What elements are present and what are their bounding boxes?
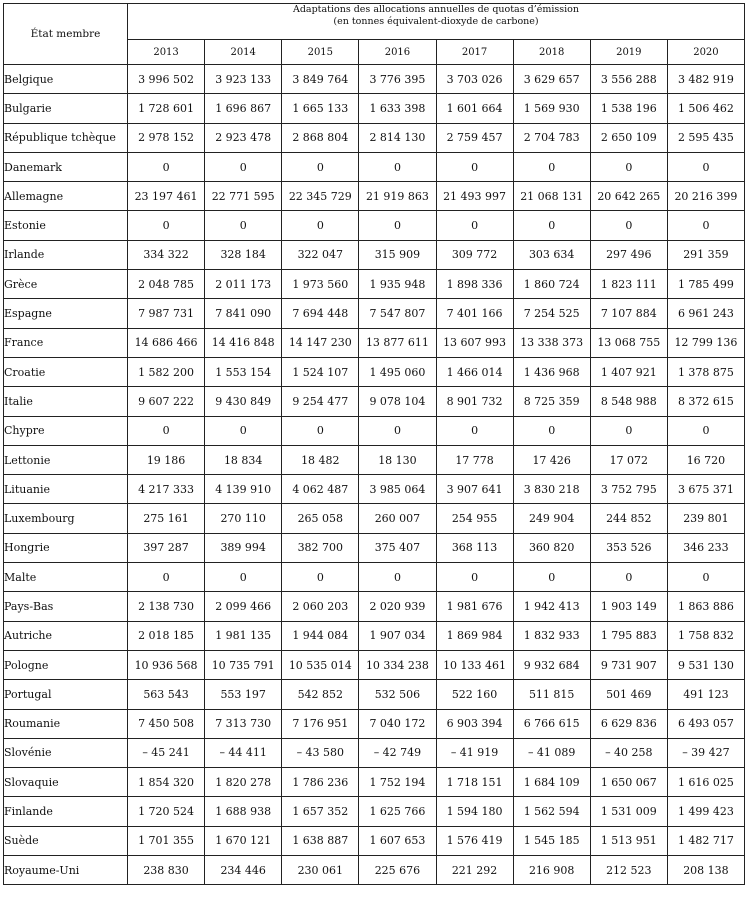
allocation-value-cell: 3 629 657 — [513, 65, 590, 94]
allocation-value-cell: 230 061 — [282, 856, 359, 885]
member-state-cell: Espagne — [4, 299, 128, 328]
member-state-cell: Luxembourg — [4, 504, 128, 533]
allocation-value-cell: 1 903 149 — [590, 592, 667, 621]
allocation-value-cell: 1 786 236 — [282, 768, 359, 797]
allocation-value-cell: 2 759 457 — [436, 123, 513, 152]
allocation-value-cell: 14 686 466 — [128, 328, 205, 357]
allocation-value-cell: 17 426 — [513, 445, 590, 474]
table-row — [4, 650, 745, 679]
table-row — [4, 680, 745, 709]
allocation-value-cell: 522 160 — [436, 680, 513, 709]
allocation-value-cell: 1 506 462 — [667, 94, 744, 123]
allocation-value-cell: 8 725 359 — [513, 387, 590, 416]
allocation-value-cell: 0 — [590, 563, 667, 592]
allocation-value-cell: 1 823 111 — [590, 270, 667, 299]
allocation-value-cell: 397 287 — [128, 533, 205, 562]
table-row — [4, 416, 745, 445]
member-state-cell: Italie — [4, 387, 128, 416]
year-header: 2019 — [590, 40, 667, 65]
allocation-value-cell: 375 407 — [359, 533, 436, 562]
allocation-value-cell: 4 062 487 — [282, 475, 359, 504]
allocation-value-cell: 10 334 238 — [359, 650, 436, 679]
table-row — [4, 387, 745, 416]
member-state-cell: Pologne — [4, 650, 128, 679]
allocation-value-cell: 0 — [282, 563, 359, 592]
allocation-value-cell: 328 184 — [205, 240, 282, 269]
allocation-value-cell: 212 523 — [590, 856, 667, 885]
allocation-value-cell: 360 820 — [513, 533, 590, 562]
allocation-value-cell: 1 684 109 — [513, 768, 590, 797]
year-header: 2020 — [667, 40, 744, 65]
allocation-value-cell: 238 830 — [128, 856, 205, 885]
allocation-value-cell: 239 801 — [667, 504, 744, 533]
allocation-value-cell: 2 650 109 — [590, 123, 667, 152]
allocation-value-cell: 2 978 152 — [128, 123, 205, 152]
table-row — [4, 445, 745, 474]
member-state-cell: Croatie — [4, 357, 128, 386]
allocation-value-cell: 1 944 084 — [282, 621, 359, 650]
allocation-value-cell: 0 — [282, 152, 359, 181]
emission-allocations-table — [3, 3, 745, 885]
allocation-value-cell: 542 852 — [282, 680, 359, 709]
member-state-cell: Pays-Bas — [4, 592, 128, 621]
allocation-value-cell: 3 985 064 — [359, 475, 436, 504]
member-state-cell: Chypre — [4, 416, 128, 445]
allocation-value-cell: 1 378 875 — [667, 357, 744, 386]
table-row — [4, 123, 745, 152]
allocation-value-cell: 10 735 791 — [205, 650, 282, 679]
allocation-value-cell: 1 601 664 — [436, 94, 513, 123]
allocation-value-cell: 0 — [667, 152, 744, 181]
allocation-value-cell: 368 113 — [436, 533, 513, 562]
member-state-cell: Bulgarie — [4, 94, 128, 123]
allocation-value-cell: 297 496 — [590, 240, 667, 269]
allocation-value-cell: 346 233 — [667, 533, 744, 562]
allocation-value-cell: 6 493 057 — [667, 709, 744, 738]
table-row — [4, 621, 745, 650]
allocation-value-cell: 1 650 067 — [590, 768, 667, 797]
year-header: 2013 — [128, 40, 205, 65]
allocation-value-cell: 563 543 — [128, 680, 205, 709]
table-row — [4, 856, 745, 885]
allocation-value-cell: 23 197 461 — [128, 182, 205, 211]
allocation-value-cell: 511 815 — [513, 680, 590, 709]
member-state-cell: Finlande — [4, 797, 128, 826]
allocation-value-cell: 265 058 — [282, 504, 359, 533]
member-state-cell: Hongrie — [4, 533, 128, 562]
allocation-value-cell: 2 704 783 — [513, 123, 590, 152]
allocation-value-cell: 334 322 — [128, 240, 205, 269]
year-header: 2017 — [436, 40, 513, 65]
allocation-value-cell: 382 700 — [282, 533, 359, 562]
allocation-value-cell: 2 020 939 — [359, 592, 436, 621]
allocation-value-cell: 1 860 724 — [513, 270, 590, 299]
member-state-cell: Malte — [4, 563, 128, 592]
allocation-value-cell: 1 482 717 — [667, 826, 744, 855]
allocation-value-cell: 275 161 — [128, 504, 205, 533]
allocation-value-cell: 22 345 729 — [282, 182, 359, 211]
allocation-value-cell: 2 595 435 — [667, 123, 744, 152]
allocation-value-cell: 532 506 — [359, 680, 436, 709]
allocation-value-cell: 9 731 907 — [590, 650, 667, 679]
allocation-value-cell: 18 130 — [359, 445, 436, 474]
allocation-value-cell: 2 048 785 — [128, 270, 205, 299]
allocation-value-cell: 0 — [128, 211, 205, 240]
allocation-value-cell: 7 547 807 — [359, 299, 436, 328]
table-row — [4, 270, 745, 299]
allocation-value-cell: 9 254 477 — [282, 387, 359, 416]
allocation-value-cell: 1 524 107 — [282, 357, 359, 386]
allocation-value-cell: 0 — [590, 152, 667, 181]
allocation-value-cell: 553 197 — [205, 680, 282, 709]
allocation-value-cell: 1 562 594 — [513, 797, 590, 826]
table-row — [4, 475, 745, 504]
table-row — [4, 563, 745, 592]
year-header: 2018 — [513, 40, 590, 65]
table-row — [4, 826, 745, 855]
table-row — [4, 592, 745, 621]
allocation-value-cell: 0 — [513, 416, 590, 445]
allocation-value-cell: 0 — [436, 152, 513, 181]
allocation-value-cell: 1 688 938 — [205, 797, 282, 826]
allocation-value-cell: 8 372 615 — [667, 387, 744, 416]
allocation-value-cell: 1 898 336 — [436, 270, 513, 299]
member-state-cell: Danemark — [4, 152, 128, 181]
allocation-value-cell: 208 138 — [667, 856, 744, 885]
allocation-value-cell: 9 531 130 — [667, 650, 744, 679]
allocation-value-cell: 17 778 — [436, 445, 513, 474]
member-state-cell: Belgique — [4, 65, 128, 94]
member-state-cell: Lettonie — [4, 445, 128, 474]
allocation-value-cell: 309 772 — [436, 240, 513, 269]
allocation-value-cell: 9 430 849 — [205, 387, 282, 416]
allocation-value-cell: – 42 749 — [359, 738, 436, 767]
table-row — [4, 768, 745, 797]
allocation-value-cell: 16 720 — [667, 445, 744, 474]
allocation-value-cell: 18 482 — [282, 445, 359, 474]
member-state-header: État membre — [4, 4, 128, 65]
allocation-value-cell: 1 981 676 — [436, 592, 513, 621]
allocation-value-cell: 491 123 — [667, 680, 744, 709]
member-state-cell: Suède — [4, 826, 128, 855]
allocation-value-cell: 1 513 951 — [590, 826, 667, 855]
allocation-value-cell: 8 548 988 — [590, 387, 667, 416]
table-row — [4, 533, 745, 562]
member-state-cell: Roumanie — [4, 709, 128, 738]
member-state-cell: Allemagne — [4, 182, 128, 211]
allocation-value-cell: 1 625 766 — [359, 797, 436, 826]
member-state-cell: Royaume-Uni — [4, 856, 128, 885]
allocation-value-cell: 1 466 014 — [436, 357, 513, 386]
table-row — [4, 240, 745, 269]
allocation-value-cell: 0 — [282, 416, 359, 445]
allocation-value-cell: 1 820 278 — [205, 768, 282, 797]
allocation-value-cell: 1 495 060 — [359, 357, 436, 386]
allocation-value-cell: 2 868 804 — [282, 123, 359, 152]
member-state-cell: Lituanie — [4, 475, 128, 504]
allocation-value-cell: 0 — [590, 211, 667, 240]
allocation-value-cell: 2 814 130 — [359, 123, 436, 152]
year-header: 2016 — [359, 40, 436, 65]
allocation-value-cell: 21 068 131 — [513, 182, 590, 211]
allocation-value-cell: 0 — [590, 416, 667, 445]
allocation-value-cell: 12 799 136 — [667, 328, 744, 357]
allocation-value-cell: 4 139 910 — [205, 475, 282, 504]
allocation-value-cell: 3 752 795 — [590, 475, 667, 504]
allocation-value-cell: 7 987 731 — [128, 299, 205, 328]
allocation-value-cell: 1 499 423 — [667, 797, 744, 826]
allocation-value-cell: 22 771 595 — [205, 182, 282, 211]
table-row — [4, 94, 745, 123]
allocation-value-cell: 10 936 568 — [128, 650, 205, 679]
allocation-value-cell: 0 — [436, 211, 513, 240]
allocation-group-header — [128, 4, 745, 40]
table-row — [4, 709, 745, 738]
allocation-value-cell: 9 607 222 — [128, 387, 205, 416]
allocation-value-cell: 0 — [359, 563, 436, 592]
table-row — [4, 211, 745, 240]
allocation-value-cell: 0 — [667, 211, 744, 240]
allocation-value-cell: 0 — [513, 211, 590, 240]
allocation-value-cell: 1 407 921 — [590, 357, 667, 386]
allocation-value-cell: 3 482 919 — [667, 65, 744, 94]
allocation-value-cell: 322 047 — [282, 240, 359, 269]
allocation-value-cell: 291 359 — [667, 240, 744, 269]
allocation-value-cell: 0 — [128, 152, 205, 181]
allocation-value-cell: 7 254 525 — [513, 299, 590, 328]
member-state-cell: Estonie — [4, 211, 128, 240]
allocation-value-cell: 14 416 848 — [205, 328, 282, 357]
allocation-value-cell: 13 068 755 — [590, 328, 667, 357]
allocation-value-cell: 1 436 968 — [513, 357, 590, 386]
allocation-value-cell: 0 — [513, 152, 590, 181]
allocation-value-cell: 10 535 014 — [282, 650, 359, 679]
allocation-value-cell: 9 078 104 — [359, 387, 436, 416]
allocation-value-cell: 389 994 — [205, 533, 282, 562]
allocation-value-cell: 1 670 121 — [205, 826, 282, 855]
allocation-value-cell: 0 — [205, 152, 282, 181]
allocation-value-cell: 1 907 034 — [359, 621, 436, 650]
allocation-value-cell: 6 766 615 — [513, 709, 590, 738]
allocation-value-cell: 0 — [436, 416, 513, 445]
allocation-value-cell: 3 849 764 — [282, 65, 359, 94]
table-body — [4, 65, 745, 885]
allocation-value-cell: 260 007 — [359, 504, 436, 533]
allocation-value-cell: 0 — [359, 152, 436, 181]
allocation-value-cell: 13 607 993 — [436, 328, 513, 357]
allocation-value-cell: 13 338 373 — [513, 328, 590, 357]
allocation-value-cell: 1 981 135 — [205, 621, 282, 650]
table-row — [4, 738, 745, 767]
allocation-value-cell: 21 919 863 — [359, 182, 436, 211]
allocation-value-cell: 1 538 196 — [590, 94, 667, 123]
allocation-value-cell: 353 526 — [590, 533, 667, 562]
allocation-value-cell: 3 907 641 — [436, 475, 513, 504]
allocation-value-cell: 1 758 832 — [667, 621, 744, 650]
allocation-value-cell: 4 217 333 — [128, 475, 205, 504]
allocation-value-cell: 3 703 026 — [436, 65, 513, 94]
allocation-value-cell: 1 854 320 — [128, 768, 205, 797]
allocation-value-cell: 2 099 466 — [205, 592, 282, 621]
allocation-value-cell: 18 834 — [205, 445, 282, 474]
allocation-value-cell: 244 852 — [590, 504, 667, 533]
allocation-value-cell: 254 955 — [436, 504, 513, 533]
allocation-value-cell: 2 011 173 — [205, 270, 282, 299]
allocation-value-cell: 0 — [128, 416, 205, 445]
table-row — [4, 357, 745, 386]
allocation-value-cell: 1 638 887 — [282, 826, 359, 855]
member-state-cell: Irlande — [4, 240, 128, 269]
table-row — [4, 504, 745, 533]
table-row — [4, 182, 745, 211]
member-state-cell: Slovaquie — [4, 768, 128, 797]
allocation-value-cell: – 40 258 — [590, 738, 667, 767]
allocation-value-cell: – 41 089 — [513, 738, 590, 767]
allocation-value-cell: 0 — [436, 563, 513, 592]
allocation-value-cell: 19 186 — [128, 445, 205, 474]
allocation-value-cell: – 41 919 — [436, 738, 513, 767]
allocation-value-cell: 7 401 166 — [436, 299, 513, 328]
allocation-value-cell: 2 138 730 — [128, 592, 205, 621]
allocation-value-cell: 21 493 997 — [436, 182, 513, 211]
allocation-value-cell: 270 110 — [205, 504, 282, 533]
allocation-value-cell: 1 553 154 — [205, 357, 282, 386]
allocation-value-cell: 7 107 884 — [590, 299, 667, 328]
allocation-value-cell: 216 908 — [513, 856, 590, 885]
allocation-value-cell: 20 216 399 — [667, 182, 744, 211]
member-state-cell: Grèce — [4, 270, 128, 299]
year-header: 2014 — [205, 40, 282, 65]
allocation-value-cell: – 44 411 — [205, 738, 282, 767]
allocation-value-cell: 3 996 502 — [128, 65, 205, 94]
allocation-value-cell: 1 616 025 — [667, 768, 744, 797]
allocation-value-cell: 0 — [513, 563, 590, 592]
allocation-value-cell: – 43 580 — [282, 738, 359, 767]
allocation-value-cell: 1 569 930 — [513, 94, 590, 123]
group-header-unit: (en tonnes équivalent-dioxyde de carbone) — [333, 16, 539, 27]
allocation-value-cell: 1 973 560 — [282, 270, 359, 299]
table-row — [4, 152, 745, 181]
allocation-value-cell: 3 675 371 — [667, 475, 744, 504]
allocation-value-cell: 1 869 984 — [436, 621, 513, 650]
allocation-value-cell: 6 961 243 — [667, 299, 744, 328]
allocation-value-cell: 7 313 730 — [205, 709, 282, 738]
allocation-value-cell: 225 676 — [359, 856, 436, 885]
allocation-value-cell: 0 — [205, 211, 282, 240]
allocation-value-cell: 8 901 732 — [436, 387, 513, 416]
allocation-value-cell: 1 696 867 — [205, 94, 282, 123]
allocation-value-cell: 1 657 352 — [282, 797, 359, 826]
allocation-value-cell: 1 633 398 — [359, 94, 436, 123]
allocation-value-cell: 3 923 133 — [205, 65, 282, 94]
member-state-cell: France — [4, 328, 128, 357]
allocation-value-cell: 2 923 478 — [205, 123, 282, 152]
allocation-value-cell: 1 863 886 — [667, 592, 744, 621]
allocation-value-cell: 234 446 — [205, 856, 282, 885]
allocation-value-cell: 3 776 395 — [359, 65, 436, 94]
allocation-value-cell: 6 903 394 — [436, 709, 513, 738]
allocation-value-cell: 1 720 524 — [128, 797, 205, 826]
allocation-value-cell: 0 — [667, 416, 744, 445]
allocation-value-cell: 249 904 — [513, 504, 590, 533]
member-state-cell: République tchèque — [4, 123, 128, 152]
allocation-value-cell: 17 072 — [590, 445, 667, 474]
allocation-value-cell: 1 531 009 — [590, 797, 667, 826]
allocation-value-cell: 7 694 448 — [282, 299, 359, 328]
allocation-value-cell: 1 545 185 — [513, 826, 590, 855]
table-row — [4, 797, 745, 826]
allocation-value-cell: 1 607 653 — [359, 826, 436, 855]
allocation-value-cell: 501 469 — [590, 680, 667, 709]
allocation-value-cell: 0 — [205, 563, 282, 592]
allocation-value-cell: 221 292 — [436, 856, 513, 885]
member-state-cell: Portugal — [4, 680, 128, 709]
allocation-value-cell: 1 832 933 — [513, 621, 590, 650]
table-row — [4, 299, 745, 328]
allocation-value-cell: 1 942 413 — [513, 592, 590, 621]
allocation-value-cell: 303 634 — [513, 240, 590, 269]
allocation-value-cell: 6 629 836 — [590, 709, 667, 738]
table-row — [4, 65, 745, 94]
allocation-value-cell: 1 935 948 — [359, 270, 436, 299]
allocation-value-cell: 315 909 — [359, 240, 436, 269]
table-header — [4, 4, 745, 65]
allocation-value-cell: 0 — [128, 563, 205, 592]
year-header: 2015 — [282, 40, 359, 65]
allocation-value-cell: 0 — [205, 416, 282, 445]
allocation-value-cell: 1 795 883 — [590, 621, 667, 650]
allocation-value-cell: 1 752 194 — [359, 768, 436, 797]
allocation-value-cell: 14 147 230 — [282, 328, 359, 357]
member-state-cell: Slovénie — [4, 738, 128, 767]
allocation-value-cell: 9 932 684 — [513, 650, 590, 679]
allocation-value-cell: 13 877 611 — [359, 328, 436, 357]
allocation-value-cell: – 39 427 — [667, 738, 744, 767]
allocation-value-cell: 3 556 288 — [590, 65, 667, 94]
allocation-value-cell: 1 594 180 — [436, 797, 513, 826]
allocation-value-cell: 2 018 185 — [128, 621, 205, 650]
allocation-value-cell: 1 582 200 — [128, 357, 205, 386]
allocation-value-cell: – 45 241 — [128, 738, 205, 767]
allocation-value-cell: 7 450 508 — [128, 709, 205, 738]
allocation-value-cell: 7 841 090 — [205, 299, 282, 328]
allocation-value-cell: 0 — [359, 416, 436, 445]
allocation-value-cell: 1 718 151 — [436, 768, 513, 797]
allocation-value-cell: 0 — [359, 211, 436, 240]
group-header-title: Adaptations des allocations annuelles de quotas d’émission — [292, 4, 580, 15]
allocation-value-cell: 7 040 172 — [359, 709, 436, 738]
allocation-value-cell: 7 176 951 — [282, 709, 359, 738]
allocation-value-cell: 10 133 461 — [436, 650, 513, 679]
allocation-value-cell: 3 830 218 — [513, 475, 590, 504]
allocation-value-cell: 20 642 265 — [590, 182, 667, 211]
member-state-cell: Autriche — [4, 621, 128, 650]
allocation-value-cell: 0 — [282, 211, 359, 240]
allocation-value-cell: 2 060 203 — [282, 592, 359, 621]
allocation-value-cell: 1 701 355 — [128, 826, 205, 855]
table-row — [4, 328, 745, 357]
allocation-value-cell: 1 665 133 — [282, 94, 359, 123]
allocation-value-cell: 1 576 419 — [436, 826, 513, 855]
allocation-value-cell: 1 785 499 — [667, 270, 744, 299]
allocation-value-cell: 0 — [667, 563, 744, 592]
allocation-value-cell: 1 728 601 — [128, 94, 205, 123]
